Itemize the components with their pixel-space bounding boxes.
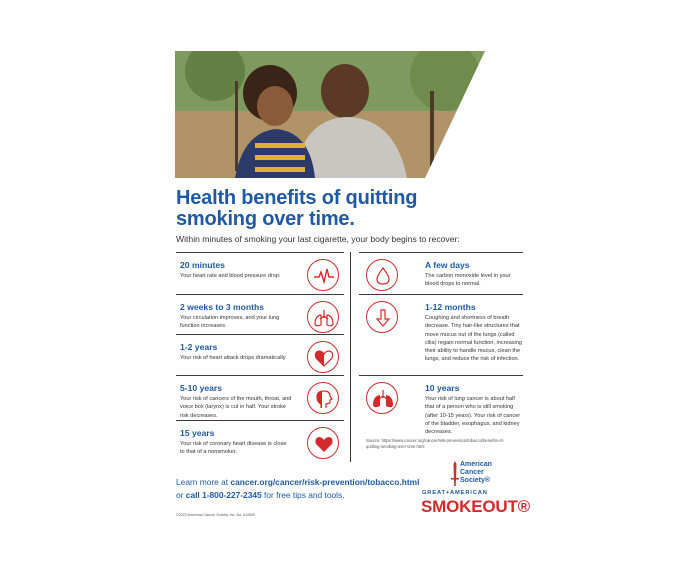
entry-body: Coughing and shortness of breath decrease. Tiny hair-like structures that move mucus out of the lungs (called cilia) regain normal function, increasing their ability to handle mucus, clean the lungs, and reduce the risk of infection.	[425, 315, 523, 363]
acs-line2: Cancer	[460, 469, 484, 476]
acs-line3: Society®	[460, 477, 491, 484]
entry-2-weeks	[176, 294, 344, 334]
source-citation: Source: https://www.cancer.org/cancer/risk-prevention/tobacco/benefits-of-quitting-smoking-over-time.html	[366, 438, 505, 449]
entry-title: 1-2 years	[180, 342, 218, 352]
entry-1-12-months	[359, 294, 523, 375]
entry-body: Your risk of heart attack drops dramatically.	[180, 355, 287, 361]
cta-website-link[interactable]: cancer.org/cancer/risk-prevention/tobacco.html	[230, 477, 420, 487]
entry-body: The carbon monoxide level in your blood drops to normal.	[425, 273, 511, 288]
entry-title: 1-12 months	[425, 302, 476, 312]
entry-10-years	[359, 375, 523, 435]
entry-1-2-years	[176, 334, 344, 375]
entry-title: 2 weeks to 3 months	[180, 302, 265, 312]
column-divider	[350, 252, 351, 462]
sword-icon	[451, 461, 459, 487]
call-to-action	[176, 476, 419, 502]
entry-title: 5-10 years	[180, 383, 223, 393]
cta-phone-link[interactable]: call 1-800-227-2345	[185, 490, 262, 500]
smokeout-logo-top: GREAT+AMERICAN	[422, 490, 488, 496]
entry-title: 20 minutes	[180, 260, 225, 270]
cta-line1-prefix: Learn more at	[176, 477, 231, 487]
entry-title: A few days	[425, 260, 470, 270]
entry-body: Your risk of coronary heart disease is close to that of a nonsmoker.	[180, 441, 287, 456]
entry-title: 15 years	[180, 428, 215, 438]
entry-body: Your heart rate and blood pressure drop.	[180, 273, 281, 279]
hero-diagonal-cut	[175, 51, 485, 178]
entry-5-10-years	[176, 375, 344, 420]
entry-20-minutes	[176, 252, 344, 294]
head-profile-icon	[307, 382, 339, 414]
lungs-filled-icon	[366, 382, 398, 414]
acs-logo	[451, 461, 511, 489]
lungs-icon	[307, 301, 339, 333]
entry-body: Your risk of cancers of the mouth, throat, and voice box (larynx) is cut in half. Your stroke risk decreases.	[180, 396, 292, 419]
entry-title: 10 years	[425, 383, 460, 393]
hero-photo	[175, 51, 485, 178]
heart-icon	[307, 427, 339, 459]
acs-line1: American	[460, 461, 492, 468]
drop-icon	[366, 259, 398, 291]
page-subtitle: Within minutes of smoking your last cigarette, your body begins to recover:	[176, 234, 460, 244]
entry-body: Your risk of lung cancer is about half that of a person who is still smoking (after 10-15 years). Your risk of cancer of the bladder, esophagus, and kidney decreases.	[425, 396, 521, 436]
page-title: Health benefits of quitting smoking over time.	[176, 187, 418, 230]
entry-a-few-days	[359, 252, 523, 294]
cta-line2-suffix: for free tips and tools.	[261, 490, 345, 500]
entry-body: Your circulation improves, and your lung function increases.	[180, 315, 280, 330]
heartbeat-icon	[307, 259, 339, 291]
half-heart-icon	[307, 341, 339, 373]
cta-line2-prefix: or	[176, 490, 186, 500]
smokeout-logo-main: SMOKEOUT®	[421, 497, 530, 516]
copyright-notice: ©2023 American Cancer Society, Inc. No. 012600	[176, 513, 256, 517]
entry-15-years	[176, 420, 344, 460]
arrow-down-icon	[366, 301, 398, 333]
